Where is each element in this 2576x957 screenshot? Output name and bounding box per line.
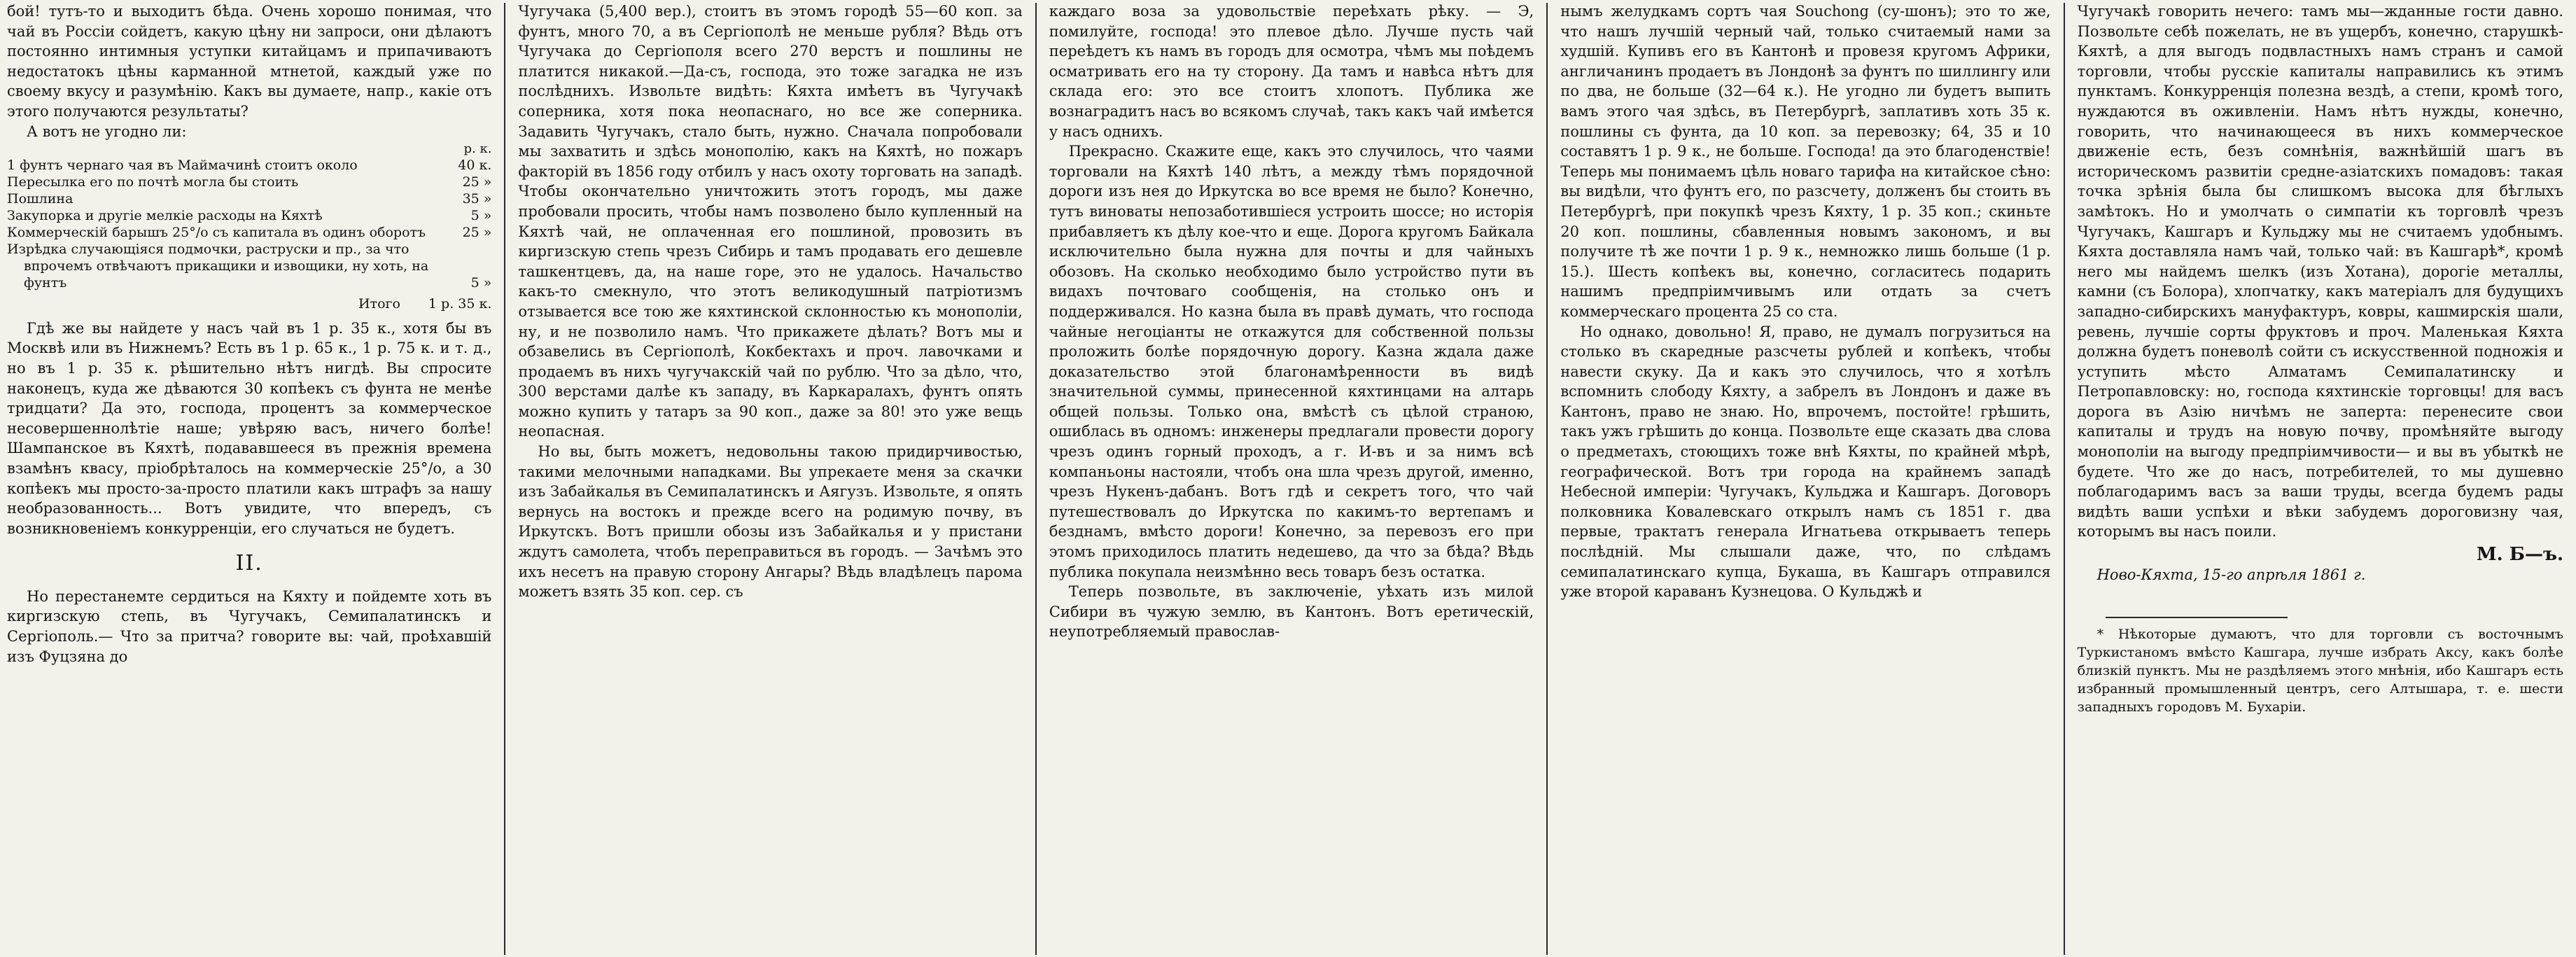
- price-row: [7, 174, 491, 190]
- price-total-value: 1 р. 35 к.: [428, 296, 492, 312]
- price-row: [7, 157, 491, 174]
- price-label: Пошлина: [7, 191, 74, 207]
- paragraph: Но вы, быть можетъ, недовольны такою придирчивостью, такими мелочными нападками. Вы упрекаете меня за скачки изъ Забайкалья въ Семипалатинскъ и Аягузъ. Извольте, я опять вернусь на востокъ и прежде всего на родимую почву, въ Иркутскъ. Вотъ пришли обозы изъ Забайкалья и у пристани ждутъ самолета, чтобъ переправиться въ городъ. — Зачѣмъ это ихъ несетъ на правую сторону Ангары? Вѣдь владѣлецъ парома можетъ взять 35 коп. сер. съ: [518, 443, 1023, 601]
- dateline: Ново-Кяхта, 15-го апрѣля 1861 г.: [2096, 566, 2366, 583]
- price-total: [7, 294, 491, 314]
- section-number: II.: [235, 551, 263, 576]
- price-value: 25 »: [462, 174, 492, 190]
- price-value: 25 »: [462, 225, 492, 241]
- price-row: [7, 190, 491, 207]
- paragraph: каждаго воза за удовольствіе переѣхать рѣку. — Э, помилуйте, господа! это плевое дѣло. Лучше пусть чай переѣдетъ къ намъ въ городъ для осмотра, чѣмъ мы поѣдемъ осматривать его на ту сторону. Да тамъ и навѣса нѣтъ для склада его: это все стоитъ хлопотъ. Публика же вознаградитъ насъ во всякомъ случаѣ, такъ какъ чай имѣется у насъ однихъ.: [1049, 3, 1534, 140]
- price-label: Изрѣдка случающіяся подмочки, раструски и пр., за что впрочемъ отвѣчаютъ прикащики и извощики, ну хоть, на фунтъ: [7, 242, 429, 291]
- paragraph: Прекрасно. Скажите еще, какъ это случилось, что чаями торговали на Кяхтѣ 140 лѣтъ, а между тѣмъ порядочной дороги изъ нея до Иркутска во все время не было? Конечно, тутъ виноваты непозаботившіеся устроить шоссе; но исторія прибавляетъ къ дѣлу кое-что и еще. Дорога кругомъ Байкала исключительно была нужна для почты и для чайныхъ обозовъ. На сколько необходимо было устройство пути въ видахъ почтоваго сообщенія, на столько онъ и поддерживался. Но казна была въ правѣ думать, что господа чайные негоціанты не откажутся для собственной пользы проложить болѣе порядочную дорогу. Казна ждала даже доказательство этой благонамѣренности въ видѣ значительной суммы, принесенной кяхтинцами на алтарь общей пользы. Только она, вмѣстѣ съ цѣлой страною, ошиблась въ одномъ: инженеры предлагали провести дорогу чрезъ одинъ горный проходъ, а г. И-въ и за нимъ всѣ компаньоны настояли, чтобъ она шла чрезъ другой, именно, чрезъ Нукенъ-дабанъ. Вотъ гдѣ и секретъ того, что чай путешествовалъ до Иркутска по какимъ-то вертепамъ и безднамъ, вмѣсто дороги! Конечно, за перевозъ его при этомъ приходилось платить недешево, да что за бѣда? Вѣдь публика покупала неизмѣнно весь товаръ безъ остатка.: [1049, 143, 1534, 580]
- price-unit-heading: р. к.: [463, 141, 492, 157]
- author-signature: М. Б—ъ.: [2476, 544, 2564, 566]
- paragraph: Чугучака (5,400 вер.), стоитъ въ этомъ городѣ 55—60 коп. за фунтъ, много 70, а въ Сергіополѣ не меньше рубля? Вѣдь отъ Чугучака до Сергіополя всего 270 верстъ и пошлины не платится никакой.—Да-съ, господа, это тоже загадка не изъ послѣднихъ. Извольте видѣть: Кяхта имѣетъ въ Чугучакѣ соперника, хотя пока неопаснаго, но все же соперника. Задавить Чугучакъ, стало быть, нужно. Сначала попробовали мы захватить и здѣсь монополію, какъ на Кяхтѣ, но пожаръ факторій въ 1856 году отбилъ у насъ охоту торговать на западѣ. Чтобы окончательно уничтожить этотъ городъ, мы даже пробовали просить, чтобы намъ позволено было купленный на Кяхтѣ чай, не оплаченная его пошлиной, провозить въ киргизскую степь чрезъ Сибирь и тамъ продавать его дешевле ташкентцевъ, да, на наше горе, это не удалось. Начальство какъ-то смекнуло, что этотъ великодушный патріотизмъ отзывается все тою же кяхтинской склонностью къ монополіи, ну, и не позволило намъ. Что прикажете дѣлать? Вотъ мы и обзавелись въ Сергіополѣ, Кокбектахъ и проч. лавочками и продаемъ въ нихъ чугучакскій чай по рублю. Что за дѣло, что, 300 верстами далѣе къ западу, въ Каркаралахъ, фунтъ опять можно купить у татаръ за 90 коп., даже за 80! это уже вещь неопасная.: [518, 3, 1023, 440]
- footnote-rule: [2106, 617, 2288, 618]
- column-5: [2065, 1, 2576, 957]
- price-value: 5 »: [470, 275, 492, 291]
- footnote: * Нѣкоторые думаютъ, что для торговли съ восточнымъ Туркистаномъ вмѣсто Кашгара, лучше избрать Аксу, какъ болѣе близкій пунктъ. Мы не раздѣляемъ этого мнѣнія, ибо Кашгаръ есть избранный промышленный центръ, сего Алтышара, т. е. шести западныхъ городовъ М. Бухаріи.: [2077, 627, 2564, 715]
- column-4: [1548, 1, 2063, 957]
- column-3: [1037, 1, 1546, 957]
- price-label: Закупорка и другіе мелкіе расходы на Кяхтѣ: [7, 208, 323, 224]
- price-value: 5 »: [470, 208, 492, 224]
- price-label: Пересылка его по почтѣ могла бы стоить: [7, 174, 299, 190]
- price-value: 35 »: [462, 191, 492, 207]
- price-row: [7, 224, 491, 241]
- price-row: [7, 207, 491, 224]
- paragraph: Гдѣ же вы найдете у насъ чай въ 1 р. 35 к., хотя бы въ Москвѣ или въ Нижнемъ? Есть въ 1 р. 65 к., 1 р. 75 к. и т. д., но въ 1 р. 35 к. рѣшительно нѣтъ нигдѣ. Вы спросите наконецъ, куда же дѣваются 30 копѣекъ съ фунта не менѣе тридцати? Да это, господа, процентъ за коммерческое несовершеннолѣтіе наше; увѣряю васъ, ничего болѣе! Шампанское въ Кяхтѣ, подававшееся въ прежнія времена взамѣнъ квасу, пріобрѣталось на коммерческіе 25°/о, а 30 копѣекъ мы просто-за-просто платили какъ штрафъ за нашу необразованность... Вотъ увидите, что впередъ, съ возникновеніемъ конкурренціи, его случаться не будетъ.: [7, 319, 492, 537]
- paragraph: Теперь позвольте, въ заключеніе, уѣхать изъ милой Сибири въ чужую землю, въ Кантонъ. Вотъ еретическій, неупотребляемый православ-: [1049, 583, 1534, 641]
- paragraph: Но однако, довольно! Я, право, не думалъ погрузиться на столько въ скаредные разсчеты рублей и копѣекъ, чтобы навести скуку. Да и какъ это случилось, что я хотѣлъ вспомнить слободу Кяхту, а забрелъ въ Лондонъ и даже въ Кантонъ, право не знаю. Но, впрочемъ, постойте! грѣшить, такъ ужъ грѣшить до конца. Позвольте еще сказать два слова о предметахъ, стоющихъ тоже внѣ Кяхты, по крайней мѣрѣ, географической. Вотъ три города на крайнемъ западѣ Небесной имперіи: Чугучакъ, Кульджа и Кашгаръ. Договоръ полковника Ковалевскаго открылъ намъ съ 1851 г. два первые, трактатъ генерала Игнатьева открываетъ теперь послѣдній. Мы слышали даже, что, по слѣдамъ семипалатинскаго купца, Букаша, въ Кашгаръ отправился уже второй караванъ Кузнецова. О Кульджѣ и: [1560, 323, 2051, 601]
- price-value: 40 к.: [458, 158, 492, 174]
- price-total-label: Итого: [358, 296, 400, 312]
- paragraph: бой! тутъ-то и выходитъ бѣда. Очень хорошо понимая, что чай въ Россіи сойдетъ, какую цѣну ни запроси, они дѣлаютъ постоянно интимныя уступки китайцамъ и припачиваютъ недостатокъ цѣны карманной мтнетой, каждый уже по своему вкусу и разумѣнію. Какъ вы думаете, напр., какіе отъ этого получаются результаты?: [7, 3, 492, 120]
- price-list: [7, 157, 491, 291]
- paragraph: Но перестанемте сердиться на Кяхту и пойдемте хоть въ киргизскую степь, въ Чугучакъ, Семипалатинскъ и Сергіополь.— Что за притча? говорите вы: чай, проѣхавшій изъ Фуцзяна до: [7, 587, 492, 665]
- price-list-heading: А вотъ не угодно ли:: [27, 123, 187, 140]
- paragraph: Чугучакѣ говорить нечего: тамъ мы—жданные гости давно. Позвольте себѣ пожелать, не въ ущербъ, конечно, старушкѣ-Кяхтѣ, а для выгодъ подвластныхъ намъ странъ и самой торговли, чтобы русскіе капиталы направились къ этимъ пунктамъ. Конкурренція полезна вездѣ, а степи, кромѣ того, нуждаются въ оживленіи. Намъ нѣтъ нужды, конечно, говорить, что начинающееся въ нихъ коммерческое движеніе есть, безъ сомнѣнія, важнѣйшій шагъ въ историческомъ развитіи средне-азіатскихъ помадовъ: такая точка зрѣнія была бы слишкомъ высока для бѣглыхъ замѣтокъ. Но и умолчать о симпатіи къ торговлѣ чрезъ Чугучакъ, Кашгаръ и Кульджу мы не считаемъ удобнымъ. Кяхта доставляла намъ чай, только чай: въ Кашгарѣ*, кромѣ него мы найдемъ шелкъ (изъ Хотана), дорогіе металлы, камни (съ Болора), хлопчатку, какъ матеріалъ для будущихъ западно-сибирскихъ мануфактуръ, ковры, кашмирскія шали, ревень, лучшіе сорты фруктовъ и проч. Маленькая Кяхта должна будетъ поневолѣ сойти съ искусственной подножія и уступить мѣсто Алматамъ Семипалатинску и Петропавловску: но, господа кяхтинскіе торговцы! для васъ дорога въ Азію ничѣмъ не заперта: перенесите свои капиталы и трудъ на новую почву, промѣняйте выгоду монополіи на выгоду предпріимчивости— и вы въ убыткѣ не будете. Что же до насъ, потребителей, то мы душевно поблагодаримъ васъ за ваши труды, всегда будемъ рады видѣть ваши успѣхи и вѣки забудемъ дороговизну чая, которымъ вы насъ поили.: [2077, 3, 2564, 540]
- price-label: Коммерческій барышъ 25°/о съ капитала въ одинъ оборотъ: [7, 225, 426, 241]
- column-1: [0, 1, 504, 957]
- price-row: [7, 241, 491, 291]
- price-label: 1 фунтъ чернаго чая въ Маймачинѣ стоитъ около: [7, 158, 358, 174]
- paragraph: нымъ желудкамъ сортъ чая Souchong (су-шонъ); это то же, что нашъ лучшій черный чай, только считаемый нами за худшій. Купивъ его въ Кантонѣ и провезя кругомъ Африки, англичанинъ продаетъ въ Лондонѣ за фунтъ по шиллингу или по два, не больше (32—64 к.). Не угодно ли будетъ выпить вамъ этого чая здѣсь, въ Петербургѣ, заплативъ хоть 35 к. пошлины съ фунта, да 10 коп. за перевозку; 64, 35 и 10 составятъ 1 р. 9 к., не больше. Господа! да это благоденствіе! Теперь мы понимаемъ цѣль новаго тарифа на китайское сѣно: вы видѣли, что фунтъ его, по разсчету, долженъ бы стоить въ Петербургѣ, при покупкѣ чрезъ Кяхту, 1 р. 35 коп.; скиньте 20 коп. пошлины, сбавленныя новымъ закономъ, и вы получите тѣ же почти 1 р. 9 к., немножко лишь больше (1 р. 15.). Шесть копѣекъ вы, конечно, согласитесь подарить нашимъ предпріимчивымъ или отдать за счетъ коммерческаго процента 25 со ста.: [1560, 3, 2051, 320]
- column-2: [505, 1, 1035, 957]
